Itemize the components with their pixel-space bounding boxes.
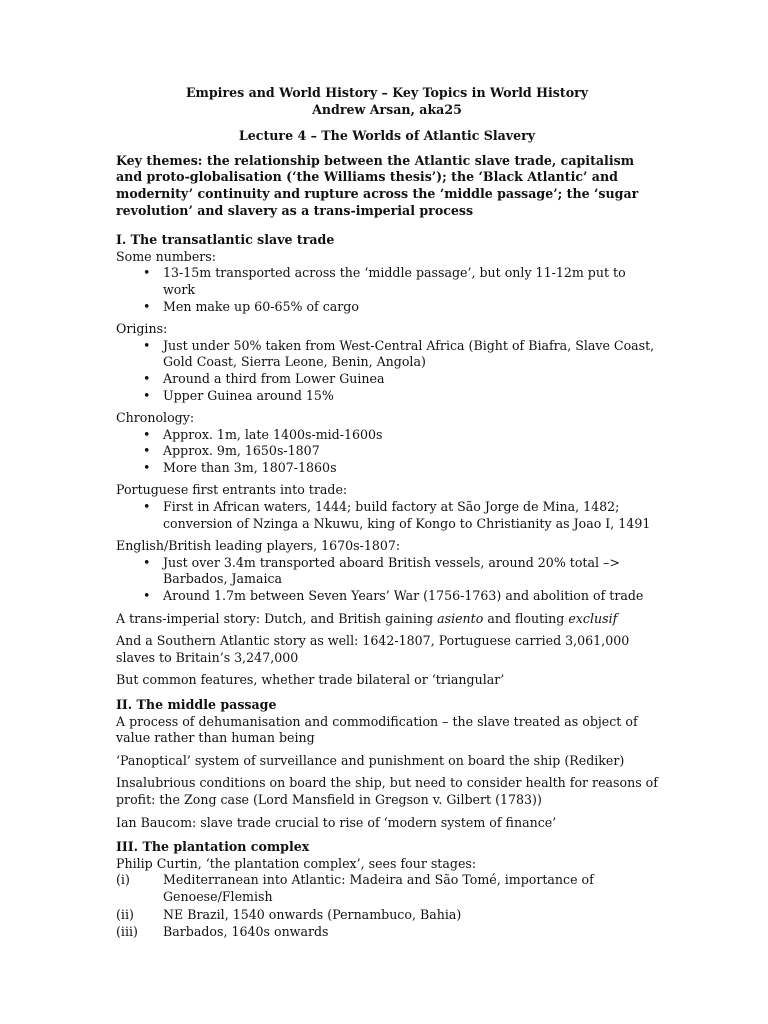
stage-number: (i) (116, 872, 130, 888)
stage-number: (ii) (116, 906, 134, 922)
english-list (116, 555, 658, 605)
list-item: • Around a third from Lower Guinea (116, 371, 658, 388)
lecture-title: Lecture 4 – The Worlds of Atlantic Slavery (238, 128, 536, 144)
author-line: Andrew Arsan, aka25 (312, 101, 462, 117)
trans-imperial-paragraph (116, 611, 658, 628)
list-item: • 13-15m transported across the ‘middle passage’, but only 11-12m put to work (116, 265, 658, 298)
numbers-label: Some numbers: (116, 248, 217, 264)
stage-text: Mediterranean into Atlantic: Madeira and São Tomé, importance of Genoese/Flemish (163, 872, 594, 904)
chronology-label: Chronology: (116, 410, 195, 426)
stage-text: NE Brazil, 1540 onwards (Pernambuco, Bahia) (163, 906, 462, 922)
english-label: English/British leading players, 1670s-1807: (116, 538, 401, 554)
english-block (116, 538, 658, 604)
portuguese-list (116, 499, 658, 532)
portuguese-block (116, 482, 658, 532)
section-heading-middle-passage: II. The middle passage (116, 697, 277, 712)
list-item: • Just under 50% taken from West-Central Africa (Bight of Biafra, Slave Coast, Gold Coast, Sierra Leone, Benin, Angola) (116, 338, 658, 371)
list-item (116, 872, 658, 905)
stage-text: Barbados, 1640s onwards (163, 924, 329, 940)
section-heading-transatlantic-trade: I. The transatlantic slave trade (116, 232, 335, 248)
trans-imperial-mid-text: and flouting (483, 610, 569, 626)
southern-atlantic-paragraph: And a Southern Atlantic story as well: 1642-1807, Portuguese carried 3,061,000 slaves to Britain’s 3,247,000 (116, 633, 630, 665)
numbers-block (116, 249, 658, 315)
panoptical-paragraph: ‘Panoptical’ system of surveillance and punishment on board the ship (Rediker) (116, 752, 625, 768)
trans-imperial-text: A trans-imperial story: Dutch, and British gaining (116, 610, 438, 626)
stages-list (116, 872, 658, 940)
insalubrious-paragraph: Insalubrious conditions on board the ship, but need to consider health for reasons of profit: the Zong case (Lord Mansfield in Gregson v. Gilbert (1783)) (116, 775, 658, 807)
baucom-paragraph: Ian Baucom: slave trade crucial to rise of ‘modern system of finance’ (116, 814, 557, 830)
origins-label: Origins: (116, 321, 168, 337)
list-item: • Men make up 60-65% of cargo (116, 299, 658, 316)
document-header (116, 85, 658, 118)
common-features-paragraph: But common features, whether trade bilateral or ‘triangular’ (116, 672, 505, 688)
list-item: • First in African waters, 1444; build factory at São Jorge de Mina, 1482; conversion of Nzinga a Nkuwu, king of Kongo to Christianity as Joao I, 1491 (116, 499, 658, 532)
list-item: • Just over 3.4m transported aboard British vessels, around 20% total –> Barbados, Jamaica (116, 555, 658, 588)
origins-list (116, 338, 658, 404)
list-item (116, 924, 658, 941)
numbers-list (116, 265, 658, 315)
asiento-term: asiento (437, 610, 484, 626)
origins-block (116, 321, 658, 404)
portuguese-label: Portuguese first entrants into trade: (116, 482, 348, 498)
list-item: • Approx. 9m, 1650s-1807 (116, 443, 658, 460)
exclusif-term: exclusif (568, 610, 618, 626)
chronology-block (116, 410, 658, 476)
list-item: • Approx. 1m, late 1400s-mid-1600s (116, 427, 658, 444)
curtin-line: Philip Curtin, ‘the plantation complex’, sees four stages: (116, 855, 477, 871)
dehumanisation-paragraph: A process of dehumanisation and commodification – the slave treated as object of value rather than human being (116, 713, 638, 746)
list-item (116, 907, 658, 924)
stage-number: (iii) (116, 924, 138, 940)
list-item: • Around 1.7m between Seven Years’ War (1756-1763) and abolition of trade (116, 588, 658, 605)
chronology-list (116, 427, 658, 477)
key-themes: Key themes: the relationship between the Atlantic slave trade, capitalism and proto-globalisation (‘the Williams thesis’); the ‘Black Atlantic’ and modernity’ continuity and rupture across the ‘middle passage’; the ‘sugar revolution’ and slavery as a trans-imperial process (116, 152, 639, 218)
list-item: • More than 3m, 1807-1860s (116, 460, 658, 477)
list-item: • Upper Guinea around 15% (116, 388, 658, 405)
section-heading-plantation-complex: III. The plantation complex (116, 839, 310, 855)
course-title: Empires and World History – Key Topics in World History (185, 85, 589, 100)
